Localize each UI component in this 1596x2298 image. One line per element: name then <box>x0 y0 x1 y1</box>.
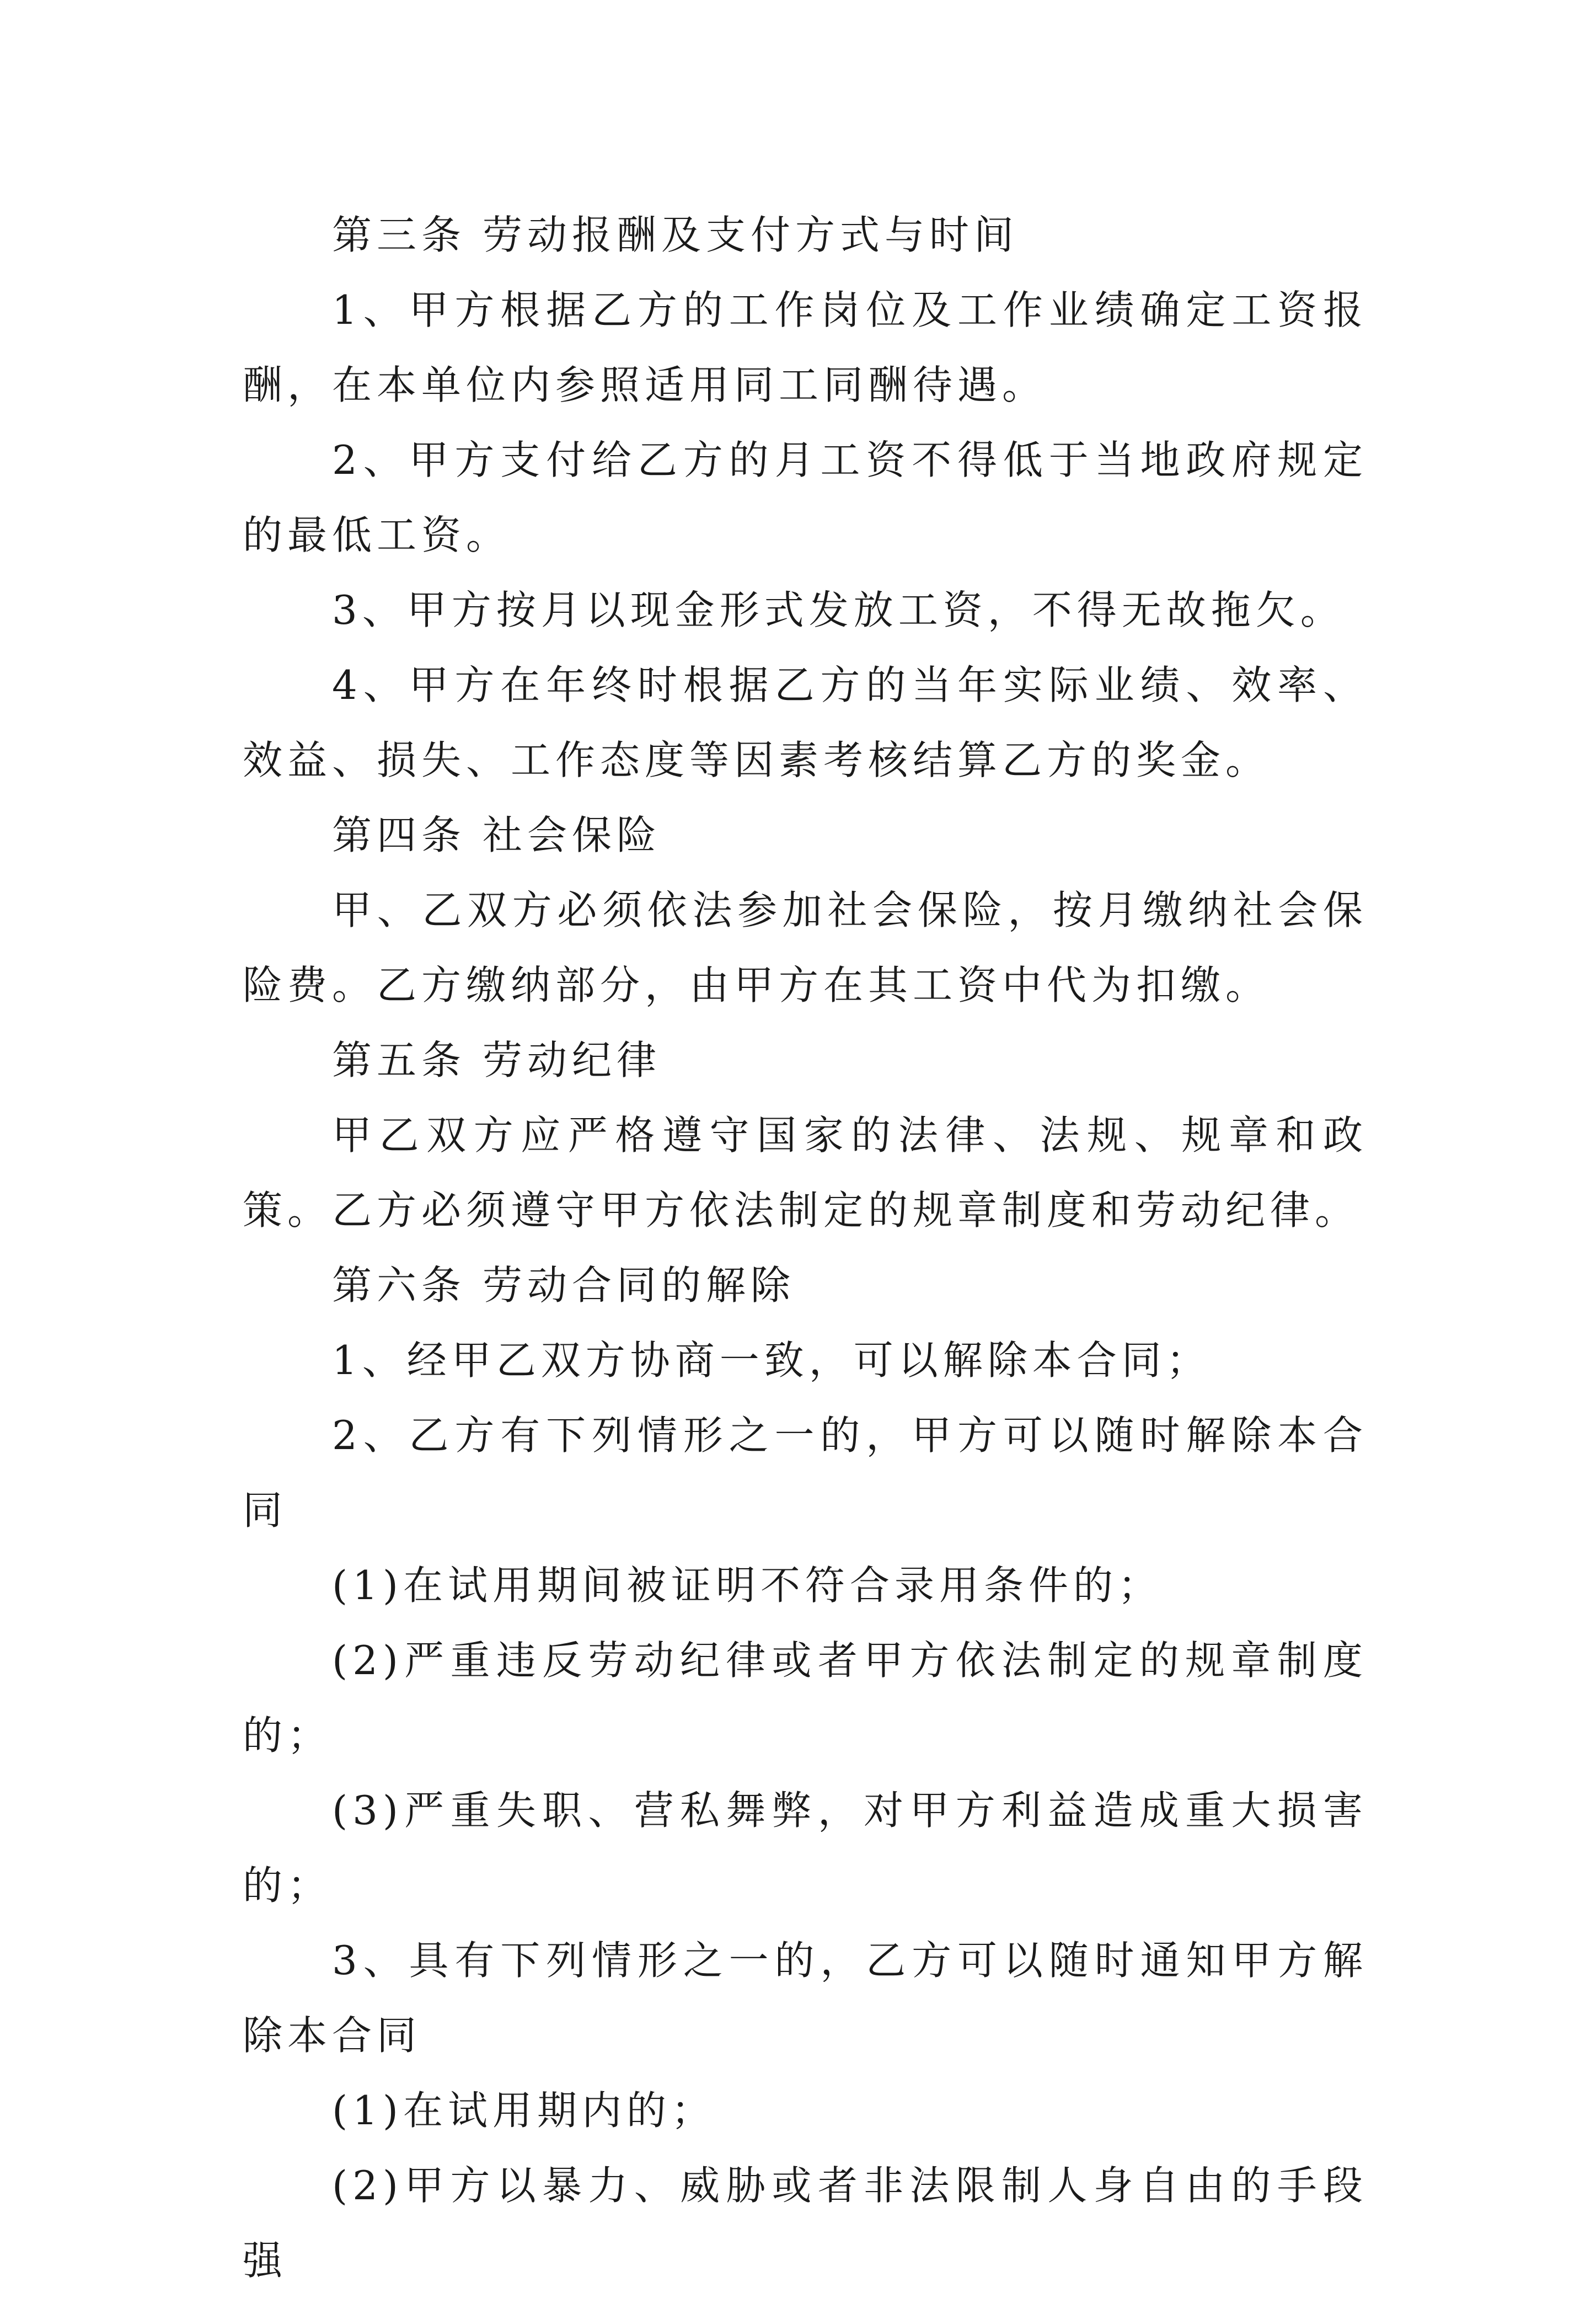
article-title: 社会保险 <box>483 812 662 858</box>
paragraph: 2、甲方支付给乙方的月工资不得低于当地政府规定的最低工资。 <box>243 437 1368 558</box>
paragraph: 4、甲方在年终时根据乙方的当年实际业绩、效率、效益、损失、工作态度等因素考核结算乙方的奖金。 <box>243 662 1368 783</box>
paragraph: 1、经甲乙双方协商一致，可以解除本合同； <box>332 1337 1211 1383</box>
list-item: (1)在试用期内的； <box>332 2087 716 2134</box>
article-number: 第四条 <box>332 812 467 858</box>
article-4-heading <box>243 798 1368 873</box>
paragraph: 3、具有下列情形之一的，乙方可以随时通知甲方解除本合同 <box>243 1937 1368 2059</box>
list-item: (2)严重违反劳动纪律或者甲方依法制定的规章制度的； <box>243 1637 1368 1759</box>
article-number: 第五条 <box>332 1037 467 1083</box>
article-number: 第六条 <box>332 1262 467 1308</box>
paragraph: 甲、乙双方必须依法参加社会保险，按月缴纳社会保险费。乙方缴纳部分，由甲方在其工资中代为扣缴。 <box>243 887 1368 1008</box>
article-5-heading <box>243 1023 1368 1098</box>
article-title: 劳动合同的解除 <box>483 1262 796 1308</box>
document-body <box>243 197 1368 2298</box>
article-3-heading <box>243 197 1368 272</box>
list-item: (3)严重失职、营私舞弊，对甲方利益造成重大损害的； <box>243 1787 1368 1909</box>
article-6-heading <box>243 1248 1368 1323</box>
article-title: 劳动纪律 <box>483 1037 662 1083</box>
article-number: 第三条 <box>332 212 467 258</box>
paragraph: 甲乙双方应严格遵守国家的法律、法规、规章和政策。乙方必须遵守甲方依法制定的规章制度和劳动纪律。 <box>243 1112 1368 1233</box>
paragraph: 3、甲方按月以现金形式发放工资，不得无故拖欠。 <box>332 587 1345 633</box>
paragraph: 1、甲方根据乙方的工作岗位及工作业绩确定工资报酬，在本单位内参照适用同工同酬待遇。 <box>243 287 1368 408</box>
list-item: (1)在试用期间被证明不符合录用条件的； <box>332 1562 1163 1608</box>
paragraph: 2、乙方有下列情形之一的，甲方可以随时解除本合同 <box>243 1412 1368 1533</box>
article-title: 劳动报酬及支付方式与时间 <box>483 212 1019 258</box>
list-item: (2)甲方以暴力、威胁或者非法限制人身自由的手段强 <box>243 2162 1368 2284</box>
